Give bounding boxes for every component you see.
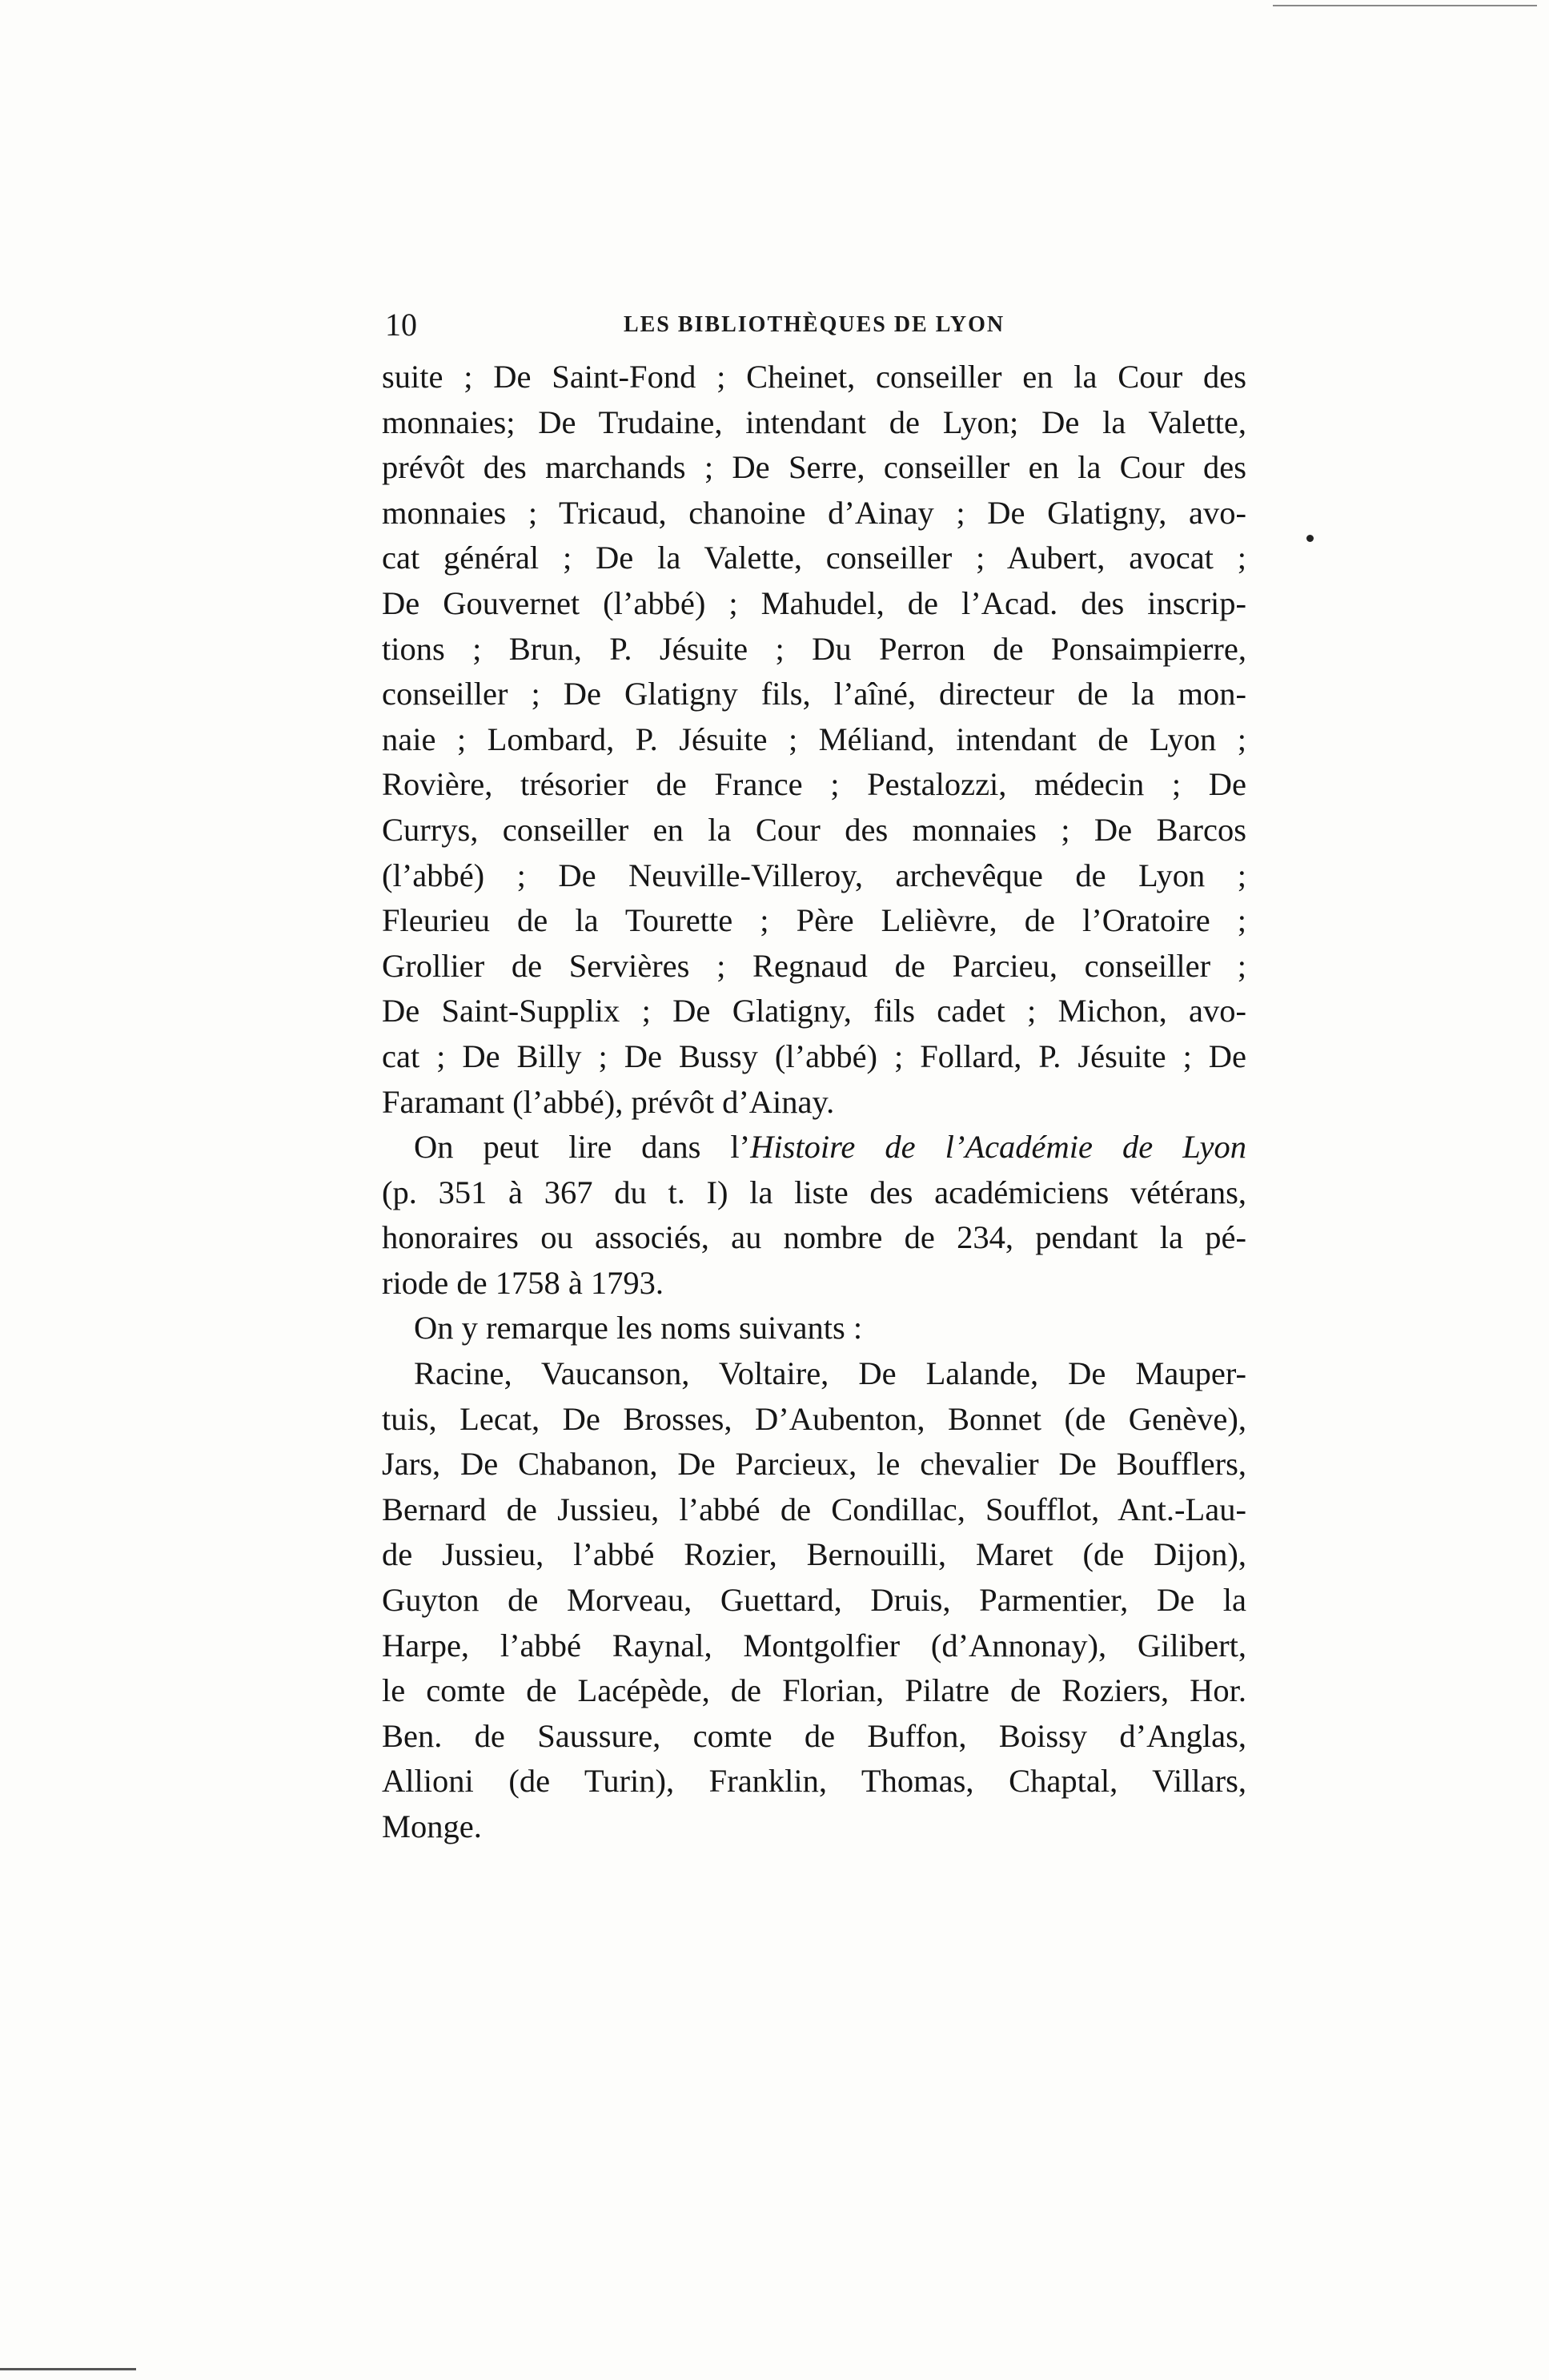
text-line: prévôt des marchands ; De Serre, conseiller en la Cour des xyxy=(382,449,1246,486)
text-line: Jars, De Chabanon, De Parcieux, le chevalier De Boufflers, xyxy=(382,1446,1246,1483)
text-line: tions ; Brun, P. Jésuite ; Du Perron de Ponsaimpierre, xyxy=(382,630,1246,667)
text-line: suite ; De Saint-Fond ; Cheinet, conseiller en la Cour des xyxy=(382,359,1246,395)
text-line: Ben. de Saussure, comte de Buffon, Boissy d’Anglas, xyxy=(382,1717,1246,1754)
text-line: honoraires ou associés, au nombre de 234, pendant la pé- xyxy=(382,1219,1246,1256)
text-line: cat général ; De la Valette, conseiller ; Aubert, avocat ; xyxy=(382,540,1246,576)
text-line: le comte de Lacépède, de Florian, Pilatre de Roziers, Hor. xyxy=(382,1672,1246,1709)
text-line xyxy=(382,1125,1246,1170)
text-line: On y remarque les noms suivants : xyxy=(414,1310,863,1347)
running-title: LES BIBLIOTHÈQUES DE LYON xyxy=(623,312,1005,337)
text-line: monnaies; De Trudaine, intendant de Lyon; De la Valette, xyxy=(382,403,1246,440)
text-line: Faramant (l’abbé), prévôt d’Ainay. xyxy=(382,1083,835,1120)
text-line: Fleurieu de la Tourette ; Père Lelièvre, de l’Oratoire ; xyxy=(382,902,1246,939)
text-line: De Gouvernet (l’abbé) ; Mahudel, de l’Acad. des inscrip- xyxy=(382,584,1246,621)
bottom-edge-rule xyxy=(0,2368,136,2370)
text-line: Allioni (de Turin), Franklin, Thomas, Chaptal, Villars, xyxy=(382,1763,1246,1800)
page-header xyxy=(382,304,1246,352)
text-line: Guyton de Morveau, Guettard, Druis, Parmentier, De la xyxy=(382,1582,1246,1619)
body-text xyxy=(382,355,1246,1850)
text-line: (l’abbé) ; De Neuville-Villeroy, archevêque de Lyon ; xyxy=(382,857,1246,893)
text-line: Racine, Vaucanson, Voltaire, De Lalande, De Mauper- xyxy=(414,1355,1246,1392)
top-edge-rule xyxy=(1273,5,1537,6)
text-run: On peut lire dans l’ xyxy=(414,1129,751,1166)
text-line: Rovière, trésorier de France ; Pestalozzi, médecin ; De xyxy=(382,766,1246,803)
text-line: de Jussieu, l’abbé Rozier, Bernouilli, Maret (de Dijon), xyxy=(382,1536,1246,1573)
text-line: Bernard de Jussieu, l’abbé de Condillac, Soufflot, Ant.-Lau- xyxy=(382,1491,1246,1527)
page-number: 10 xyxy=(385,307,417,343)
text-line: conseiller ; De Glatigny fils, l’aîné, directeur de la mon- xyxy=(382,676,1246,712)
text-line: naie ; Lombard, P. Jésuite ; Méliand, intendant de Lyon ; xyxy=(382,720,1246,757)
text-line: De Saint-Supplix ; De Glatigny, fils cadet ; Michon, avo- xyxy=(382,993,1246,1029)
text-line: monnaies ; Tricaud, chanoine d’Ainay ; De Glatigny, avo- xyxy=(382,494,1246,531)
text-line: riode de 1758 à 1793. xyxy=(382,1264,664,1301)
text-line: Currys, conseiller en la Cour des monnaies ; De Barcos xyxy=(382,811,1246,848)
text-line: Grollier de Servières ; Regnaud de Parcieu, conseiller ; xyxy=(382,947,1246,984)
text-line: cat ; De Billy ; De Bussy (l’abbé) ; Follard, P. Jésuite ; De xyxy=(382,1037,1246,1074)
margin-dot xyxy=(1306,535,1314,542)
book-title: Histoire de l’Académie de Lyon xyxy=(750,1129,1246,1166)
text-line: Harpe, l’abbé Raynal, Montgolfier (d’Annonay), Gilibert, xyxy=(382,1627,1246,1664)
text-line: tuis, Lecat, De Brosses, D’Aubenton, Bonnet (de Genève), xyxy=(382,1400,1246,1437)
text-line: Monge. xyxy=(382,1808,482,1844)
text-line: (p. 351 à 367 du t. I) la liste des académiciens vétérans, xyxy=(382,1174,1246,1210)
